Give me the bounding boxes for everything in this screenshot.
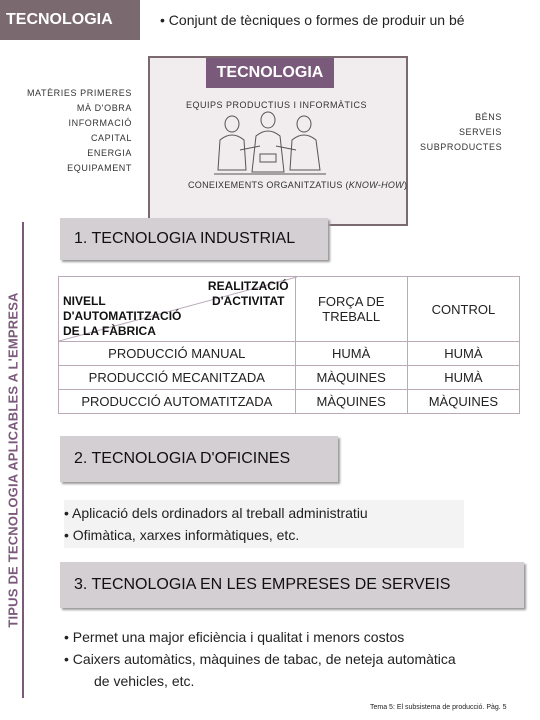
- corner-bottom-label: NIVELL D'AUTOMATITZACIÓ DE LA FÀBRICA: [63, 294, 182, 338]
- diagram-inputs: [20, 86, 132, 176]
- knowhow-term: KNOW-HOW: [348, 180, 404, 190]
- column-header: CONTROL: [407, 277, 519, 342]
- bullet-item: • Aplicació dels ordinadors al treball administratiu: [64, 505, 368, 521]
- table-row: [59, 390, 520, 414]
- table-cell: MÀQUINES: [295, 366, 407, 390]
- side-label: [2, 222, 24, 698]
- bullet-item: • Ofimàtica, xarxes informàtiques, etc.: [64, 527, 300, 543]
- table-corner-cell: [59, 277, 296, 342]
- input-item: INFORMACIÓ: [68, 118, 132, 128]
- table-cell: MÀQUINES: [407, 390, 519, 414]
- offices-bullets: [64, 500, 464, 548]
- section-heading-offices: 2. TECNOLOGIA D'OFICINES: [60, 436, 338, 482]
- automation-table: [58, 276, 520, 414]
- workers-illustration: [210, 110, 330, 178]
- bullet-item: • Permet una major eficiència i qualitat i menors costos: [64, 629, 405, 645]
- side-label-text: TIPUS DE TECNOLOGIA APLICABLES A L'EMPRESA: [5, 292, 21, 628]
- table-row: [59, 366, 520, 390]
- bullet-item: • Caixers automàtics, màquines de tabac, de neteja automàtica: [64, 651, 456, 667]
- input-item: MATÈRIES PRIMERES: [26, 88, 132, 98]
- row-label: PRODUCCIÓ MANUAL: [59, 342, 296, 366]
- output-item: BÉNS: [475, 112, 502, 122]
- section-heading-services: 3. TECNOLOGIA EN LES EMPRESES DE SERVEIS: [60, 562, 524, 608]
- knowhow-suffix: ): [403, 180, 408, 190]
- page-footer: Tema 5: El subsistema de producció. Pàg. 5: [370, 704, 507, 711]
- page-title: TECNOLOGIA: [0, 0, 140, 40]
- output-item: SUBPRODUCTES: [420, 142, 503, 152]
- column-header: FORÇA DE TREBALL: [295, 277, 407, 342]
- input-item: CAPITAL: [90, 133, 132, 143]
- bullet-continuation: de vehicles, etc.: [94, 673, 195, 689]
- definition-text: • Conjunt de tècniques o formes de produir un bé: [160, 12, 465, 28]
- table-cell: HUMÀ: [407, 366, 519, 390]
- input-item: EQUIPAMENT: [67, 163, 132, 173]
- knowhow-prefix: CONEIXEMENTS ORGANITZATIUS (: [188, 180, 349, 190]
- diagram-outputs: [420, 110, 502, 155]
- output-item: SERVEIS: [458, 127, 502, 137]
- row-label: PRODUCCIÓ AUTOMATITZADA: [59, 390, 296, 414]
- table-row: [59, 342, 520, 366]
- table-cell: HUMÀ: [407, 342, 519, 366]
- table-cell: HUMÀ: [295, 342, 407, 366]
- knowhow-label: [188, 180, 407, 190]
- corner-top-label: REALITZACIÓ D'ACTIVITAT: [207, 279, 289, 308]
- side-divider: [22, 222, 24, 698]
- equipment-label: EQUIPS PRODUCTIUS I INFORMÀTICS: [186, 100, 368, 110]
- input-item: MÀ D'OBRA: [76, 103, 132, 113]
- diagram-title: TECNOLOGIA: [206, 58, 334, 88]
- row-label: PRODUCCIÓ MECANITZADA: [59, 366, 296, 390]
- section-heading-industrial: 1. TECNOLOGIA INDUSTRIAL: [60, 218, 328, 260]
- table-cell: MÀQUINES: [295, 390, 407, 414]
- input-item: ENERGIA: [87, 148, 132, 158]
- services-bullets: [64, 626, 524, 692]
